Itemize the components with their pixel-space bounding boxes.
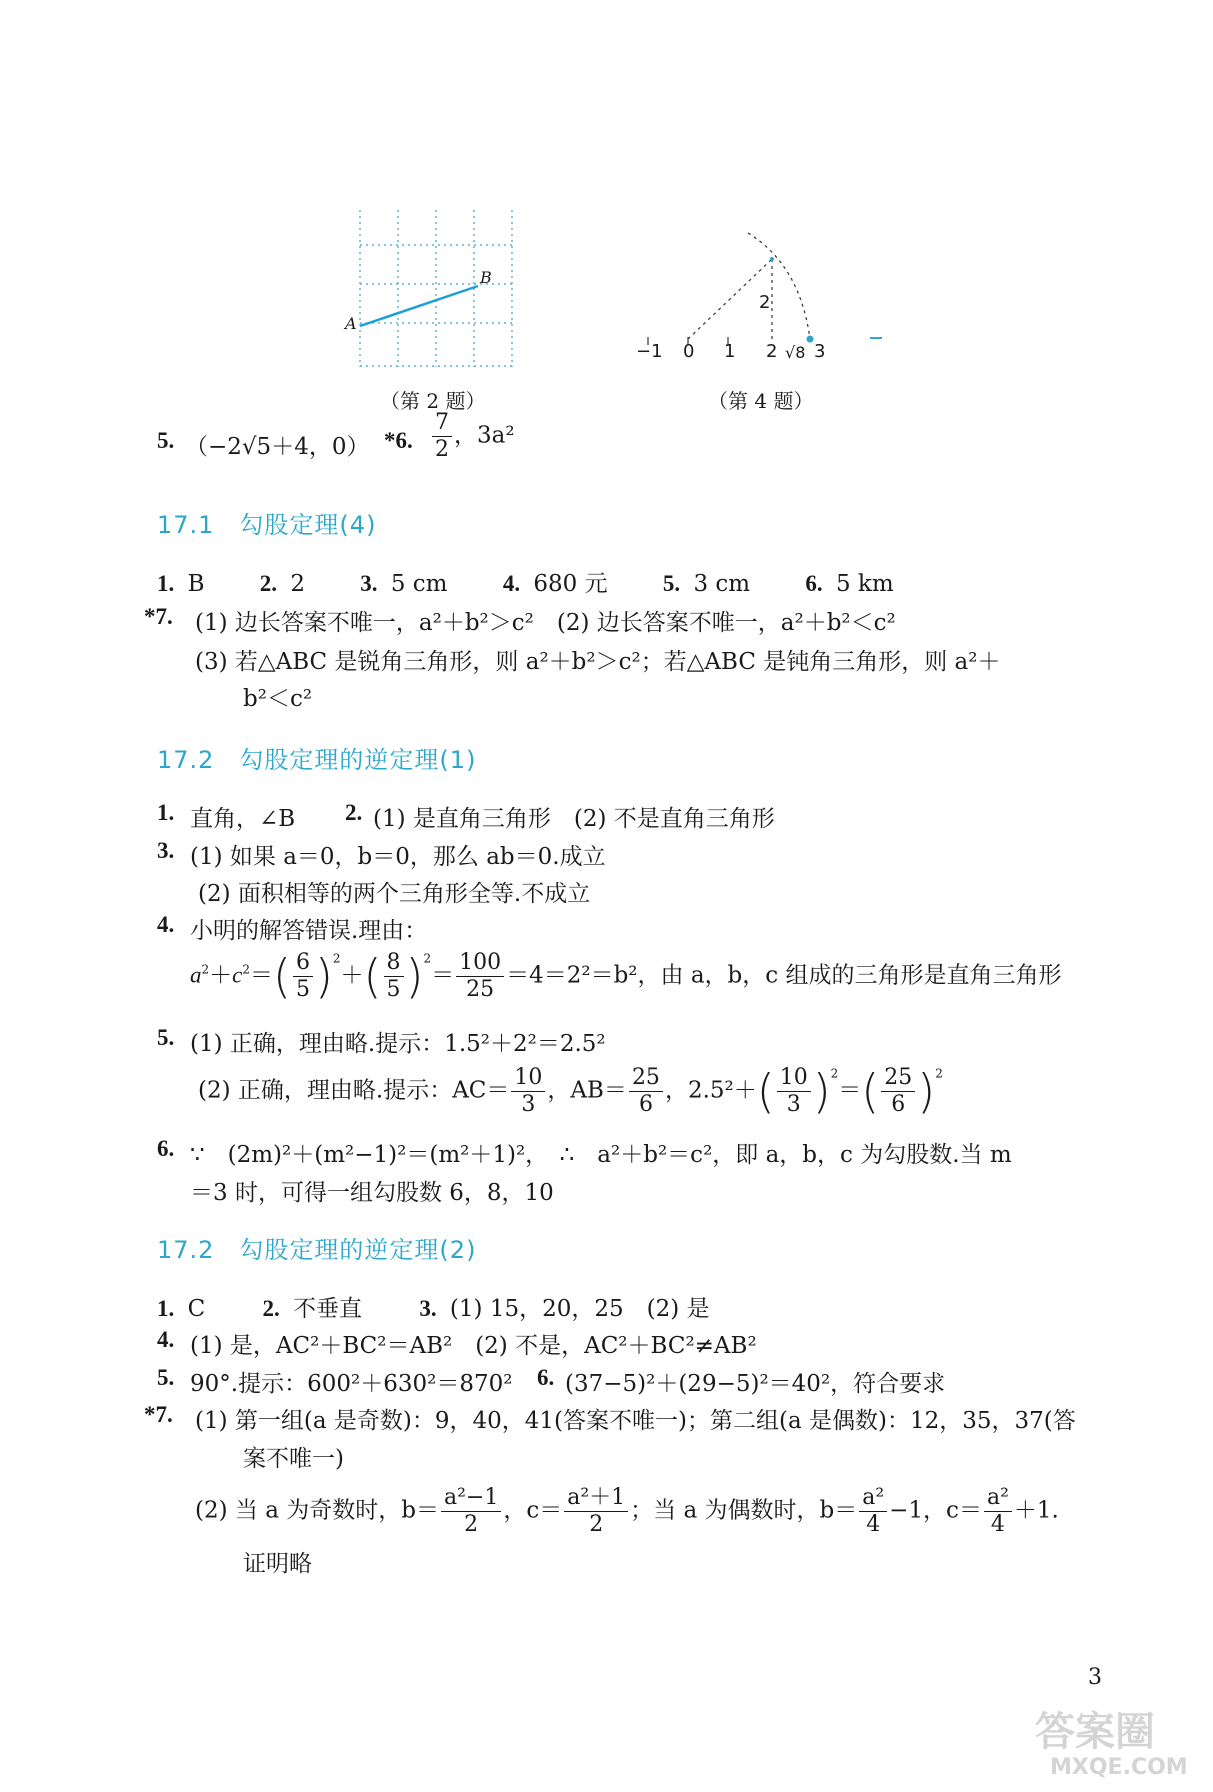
sec1-q6-label: 6.	[805, 571, 823, 596]
sec3-q4-label: 4.	[157, 1327, 175, 1352]
section-title-17-2-1: 17.2 勾股定理的逆定理(1)	[157, 746, 477, 774]
page-number: 3	[1088, 1665, 1102, 1690]
sec3-q3-answer: (1) 15，20，25 (2) 是	[449, 1296, 710, 1322]
prev-q6-answer: $\frac{7}{2}$ ，3a²	[430, 410, 515, 463]
sec1-q7-line3: b²＜c²	[243, 686, 313, 712]
sec2-q1-answer: 直角，∠B	[190, 806, 296, 832]
figure-2-grid	[340, 200, 530, 375]
prev-q5-answer: （−2√5＋4，0）	[185, 434, 370, 460]
sec3-q5-answer: 90°.提示：600²＋630²＝870²	[190, 1371, 513, 1397]
nl-label-1: 1	[724, 341, 736, 362]
nl-label-minus1: −1	[636, 341, 663, 362]
sec1-q4-answer: 680 元	[533, 571, 608, 597]
nl-label-sqrt8: √8	[785, 343, 806, 362]
sec1-q7-line2: (3) 若△ABC 是锐角三角形，则 a²＋b²＞c²；若△ABC 是钝角三角形，则 a²＋	[195, 649, 1001, 675]
watermark-url: MXQE.COM	[1050, 1755, 1188, 1780]
sec2-q6-line1: ∵ (2m)²＋(m²−1)²＝(m²＋1)²， ∴ a²＋b²＝c²，即 a，b，c 为勾股数.当 m	[190, 1142, 1012, 1168]
sec2-q2-label: 2.	[345, 800, 363, 825]
sec3-q2-label: 2.	[262, 1296, 280, 1321]
sec2-q1-label: 1.	[157, 800, 175, 825]
figure-2-caption: （第 2 题）	[380, 389, 486, 413]
prev-q6-label: *6.	[384, 428, 413, 453]
sec2-q6-line2: ＝3 时，可得一组勾股数 6，8，10	[190, 1180, 554, 1206]
segment-ab	[360, 286, 478, 326]
sec3-row1	[157, 1290, 710, 1323]
section-title-17-1: 17.1 勾股定理(4)	[157, 511, 377, 539]
sec3-q7-line1: (1) 第一组(a 是奇数)：9，40，41(答案不唯一)；第二组(a 是偶数)：12，35，37(答	[195, 1408, 1076, 1434]
nl-label-0: 0	[683, 341, 695, 362]
watermark-logo: 答案圈	[1035, 1709, 1155, 1755]
sec1-q7-label: *7.	[144, 604, 173, 629]
point-a-label: A	[345, 314, 357, 333]
sec3-q7-line3: (2) 当 a 为奇数时，b＝ $\frac{\text{a²−1}}{2}$ ，c＝ $\frac{\text{a²＋1}}{2}$ ；当 a 为偶数时，b＝ $\frac{\text{a²}}{4}$ −1，c＝ $\frac{\text{a²}}{4}$ ＋1.	[195, 1485, 1059, 1537]
sec3-q6-answer: (37−5)²＋(29−5)²＝40²，符合要求	[565, 1371, 946, 1397]
sec3-q4-answer: (1) 是，AC²＋BC²＝AB² (2) 不是，AC²＋BC²≠AB²	[190, 1333, 757, 1359]
sec1-q5-answer: 3 cm	[693, 571, 751, 597]
sec2-q5-label: 5.	[157, 1025, 175, 1050]
sec2-q4-formula: $a^2+c^2=$( $\frac{6}{5}$ )$^2$＋( $\frac{8}{5}$ )$^2$＝ $\frac{100}{25}$ ＝4＝2²＝b²，由 a，b，c 组成的三角形是直角三角形	[190, 949, 1062, 1004]
sec3-q3-label: 3.	[419, 1296, 437, 1321]
sec2-q3-line1: (1) 如果 a＝0，b＝0，那么 ab＝0.成立	[190, 844, 606, 870]
sec1-q1-label: 1.	[157, 571, 175, 596]
sec3-q1-label: 1.	[157, 1296, 175, 1321]
sec3-q7-line4: 证明略	[243, 1551, 312, 1577]
sec1-q3-answer: 5 cm	[390, 571, 448, 597]
sec3-q7-label: *7.	[144, 1402, 173, 1427]
sec3-q5-label: 5.	[157, 1365, 175, 1390]
sec2-q4-label: 4.	[157, 912, 175, 937]
sec2-q5-line1: (1) 正确，理由略.提示：1.5²＋2²＝2.5²	[190, 1031, 606, 1057]
sec1-q2-answer: 2	[290, 571, 305, 597]
sec3-q7-line2: 案不唯一)	[243, 1446, 344, 1472]
sec2-q6-label: 6.	[157, 1136, 175, 1161]
sec1-q4-label: 4.	[502, 571, 521, 596]
sec3-q6-label: 6.	[537, 1365, 555, 1390]
sec3-q1-answer: C	[187, 1296, 206, 1322]
sec2-q4-line1: 小明的解答错误.理由：	[190, 918, 428, 944]
sec1-q3-label: 3.	[360, 571, 378, 596]
sec2-q3-line2: (2) 面积相等的两个三角形全等.不成立	[198, 881, 591, 907]
point-b-label: B	[480, 268, 492, 287]
sec2-q5-line2: (2) 正确，理由略.提示：AC＝ $\frac{10}{3}$ ，AB＝ $\frac{25}{6}$ ，2.5²＋( $\frac{10}{3}$ )$^2$＝( $\frac{25}{6}$ )$^2$	[198, 1064, 943, 1119]
sec1-q5-label: 5.	[662, 571, 681, 596]
sec1-q1-answer: B	[187, 571, 205, 597]
sec1-row1	[157, 565, 894, 598]
sec1-q2-label: 2.	[259, 571, 278, 596]
nl-label-2: 2	[766, 341, 778, 362]
section-title-17-2-2: 17.2 勾股定理的逆定理(2)	[157, 1236, 477, 1264]
nl-label-3: 3	[814, 341, 826, 362]
sec1-q6-answer: 5 km	[835, 571, 894, 597]
sec3-q2-answer: 不垂直	[293, 1296, 363, 1322]
sec2-q3-label: 3.	[157, 838, 175, 863]
nl-height-label: 2	[759, 292, 771, 313]
sec1-q7-line1: (1) 边长答案不唯一，a²＋b²＞c² (2) 边长答案不唯一，a²＋b²＜c²	[195, 610, 896, 636]
prev-q5-label: 5.	[157, 428, 175, 453]
figure-4-caption: （第 4 题）	[708, 389, 814, 413]
sec2-q2-answer: (1) 是直角三角形 (2) 不是直角三角形	[373, 806, 775, 832]
